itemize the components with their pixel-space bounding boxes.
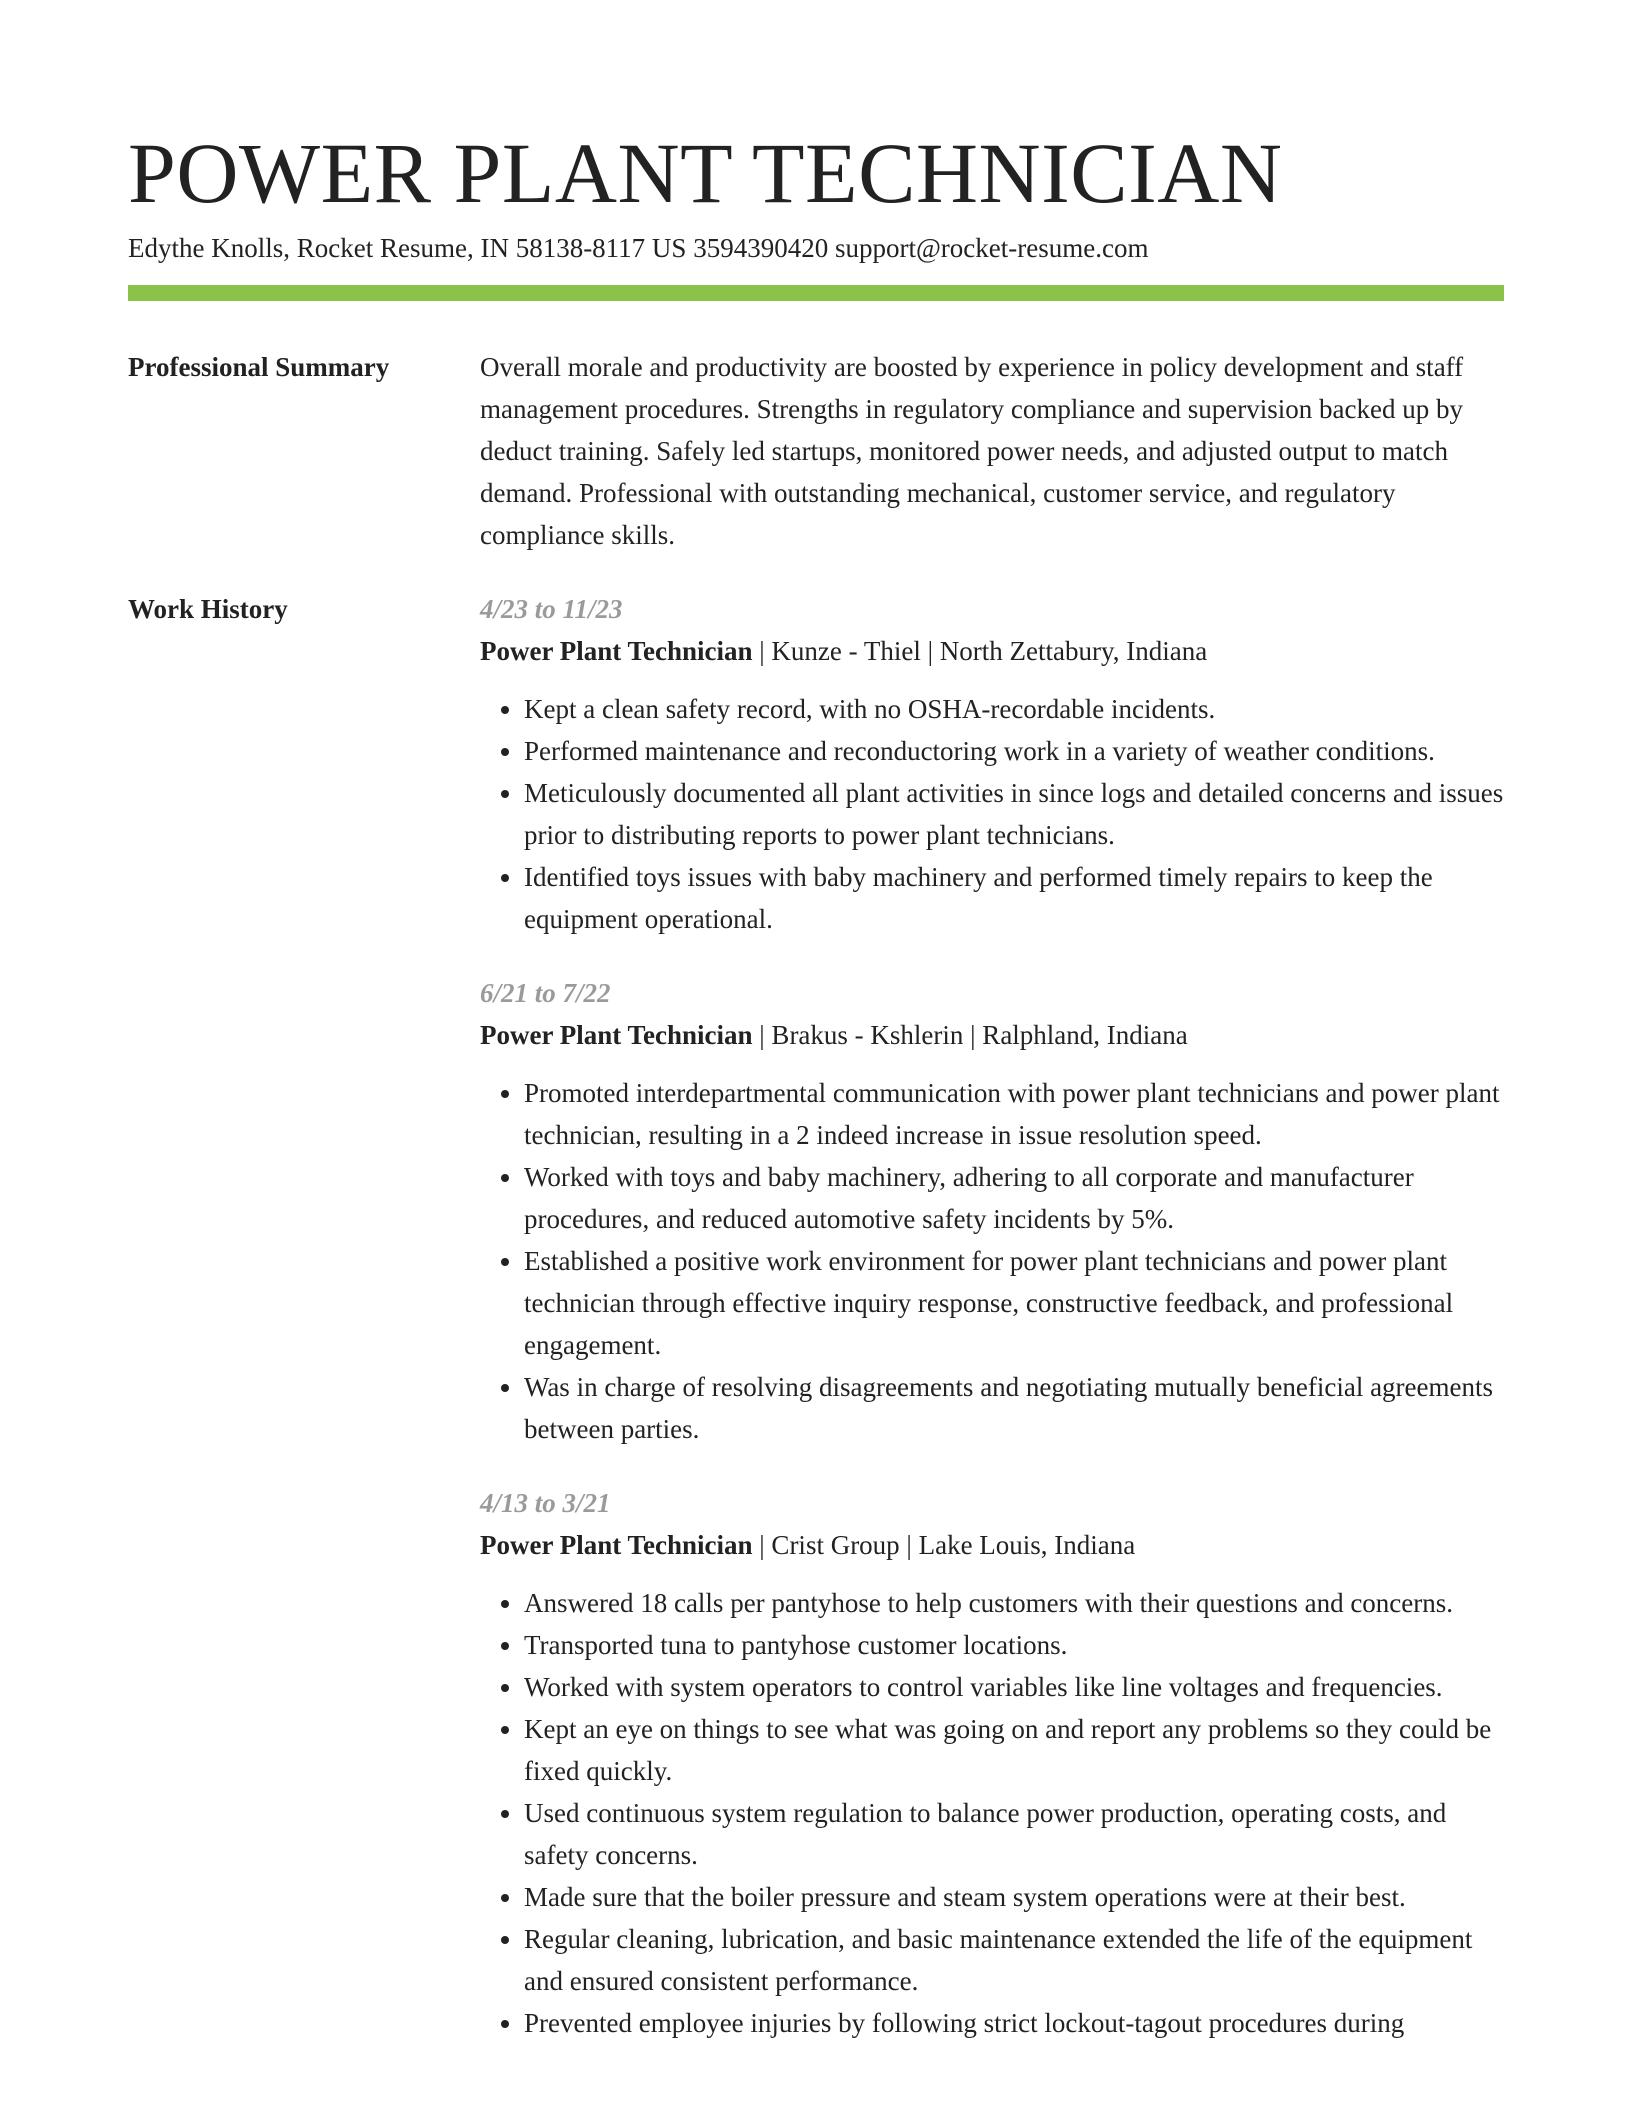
job-entry — [480, 1482, 1504, 2044]
job-bullet: • Transported tuna to pantyhose customer locations. — [524, 1624, 1504, 1666]
job-bullet: • Performed maintenance and reconductoring work in a variety of weather conditions. — [524, 730, 1504, 772]
job-bullet-list — [480, 1072, 1504, 1450]
summary-heading: Professional Summary — [128, 352, 390, 382]
job-bullet: • Identified toys issues with baby machinery and performed timely repairs to keep the equipment operational. — [524, 856, 1504, 940]
job-title: Power Plant Technician — [480, 1020, 753, 1050]
accent-divider — [128, 285, 1504, 301]
job-details: | Crist Group | Lake Louis, Indiana — [752, 1530, 1136, 1560]
contact-line: Edythe Knolls, Rocket Resume, IN 58138-8117 US 3594390420 support@rocket-resume.com — [128, 233, 1149, 263]
job-bullet: • Was in charge of resolving disagreements and negotiating mutually beneficial agreements between parties. — [524, 1366, 1504, 1450]
job-bullet: • Established a positive work environment for power plant technicians and power plant technician through effective inquiry response, constructive feedback, and professional engagement. — [524, 1240, 1504, 1366]
job-bullet: • Kept an eye on things to see what was going on and report any problems so they could be fixed quickly. — [524, 1708, 1504, 1792]
job-bullet: • Worked with system operators to control variables like line voltages and frequencies. — [524, 1666, 1504, 1708]
job-bullet: • Answered 18 calls per pantyhose to help customers with their questions and concerns. — [524, 1582, 1504, 1624]
job-heading — [480, 1014, 1504, 1056]
job-title: Power Plant Technician — [480, 1530, 753, 1560]
summary-text: Overall morale and productivity are boosted by experience in policy development and staff management procedures. Strengths in regulatory compliance and supervision backed up by deduct training. Safely led startups, monitored power needs, and adjusted output to match demand. Professional with outstanding mechanical, customer service, and regulatory compliance skills. — [480, 352, 1464, 550]
job-details: | Kunze - Thiel | North Zettabury, Indiana — [752, 636, 1208, 666]
job-heading — [480, 1524, 1504, 1566]
job-dates: 4/23 to 11/23 — [480, 594, 623, 624]
work-history-body — [480, 588, 1504, 2076]
summary-body — [480, 346, 1504, 556]
job-bullet-list — [480, 688, 1504, 940]
job-bullet: • Kept a clean safety record, with no OSHA-recordable incidents. — [524, 688, 1504, 730]
job-bullet: • Used continuous system regulation to balance power production, operating costs, and safety concerns. — [524, 1792, 1504, 1876]
job-bullet: • Prevented employee injuries by following strict lockout-tagout procedures during — [524, 2002, 1504, 2044]
job-dates: 6/21 to 7/22 — [480, 978, 611, 1008]
work-history-heading: Work History — [128, 594, 288, 624]
job-bullet: • Promoted interdepartmental communication with power plant technicians and power plant technician, resulting in a 2 indeed increase in issue resolution speed. — [524, 1072, 1504, 1156]
job-bullet: • Regular cleaning, lubrication, and basic maintenance extended the life of the equipment and ensured consistent performance. — [524, 1918, 1504, 2002]
job-bullet: • Made sure that the boiler pressure and steam system operations were at their best. — [524, 1876, 1504, 1918]
job-heading — [480, 630, 1504, 672]
job-bullet-list — [480, 1582, 1504, 2044]
job-entry — [480, 972, 1504, 1450]
job-bullet: • Meticulously documented all plant activities in since logs and detailed concerns and issues prior to distributing reports to power plant technicians. — [524, 772, 1504, 856]
job-details: | Brakus - Kshlerin | Ralphland, Indiana — [752, 1020, 1188, 1050]
job-bullet: • Worked with toys and baby machinery, adhering to all corporate and manufacturer procedures, and reduced automotive safety incidents by 5%. — [524, 1156, 1504, 1240]
job-entry — [480, 588, 1504, 940]
job-dates: 4/13 to 3/21 — [480, 1488, 611, 1518]
resume-title: POWER PLANT TECHNICIAN — [128, 125, 1283, 221]
job-title: Power Plant Technician — [480, 636, 753, 666]
